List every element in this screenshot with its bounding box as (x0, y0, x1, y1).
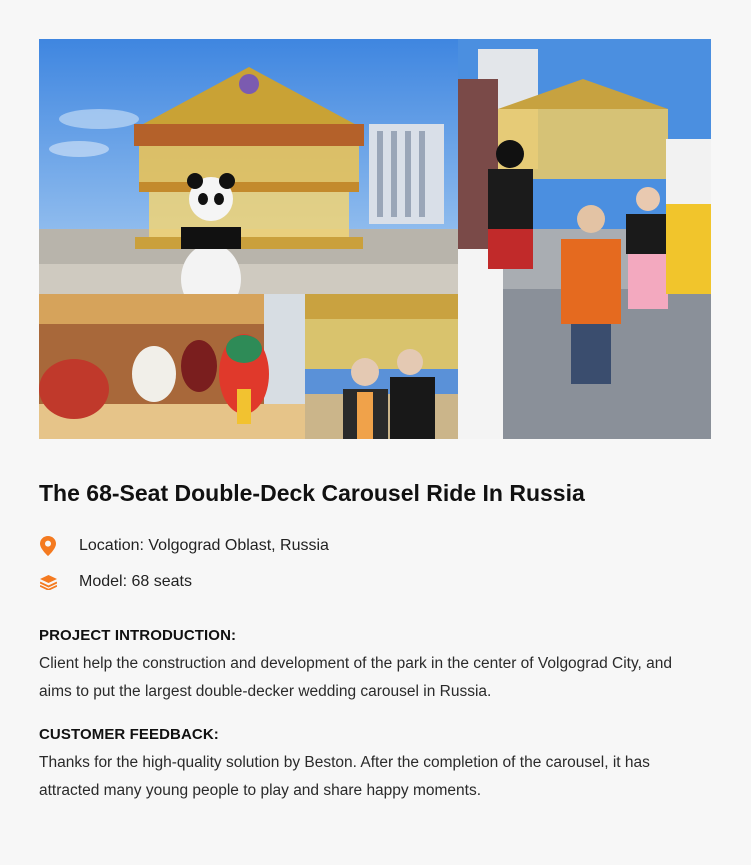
layers-icon (39, 572, 57, 592)
model-row (39, 572, 192, 592)
model-text: Model: 68 seats (79, 573, 192, 590)
feedback-text: Thanks for the high-quality solution by Beston. After the completion of the carousel, it has attracted many young people to play and share happy moments. (39, 754, 650, 799)
carousel-horses-photo (39, 294, 305, 439)
intro-heading: PROJECT INTRODUCTION: (39, 627, 237, 644)
feedback-heading: CUSTOMER FEEDBACK: (39, 726, 219, 743)
location-text: Location: Volgograd Oblast, Russia (79, 537, 329, 554)
family-photo (458, 39, 711, 439)
photo-collage (39, 39, 711, 439)
boys-photo (305, 294, 458, 439)
carousel-panda-photo (39, 39, 458, 294)
intro-text: Client help the construction and development of the park in the center of Volgograd City, and aims to put the largest double-decker wedding carousel in Russia. (39, 655, 673, 700)
location-row (39, 536, 329, 556)
map-pin-icon (39, 536, 57, 556)
page-title: The 68-Seat Double-Deck Carousel Ride In Russia (39, 480, 585, 506)
